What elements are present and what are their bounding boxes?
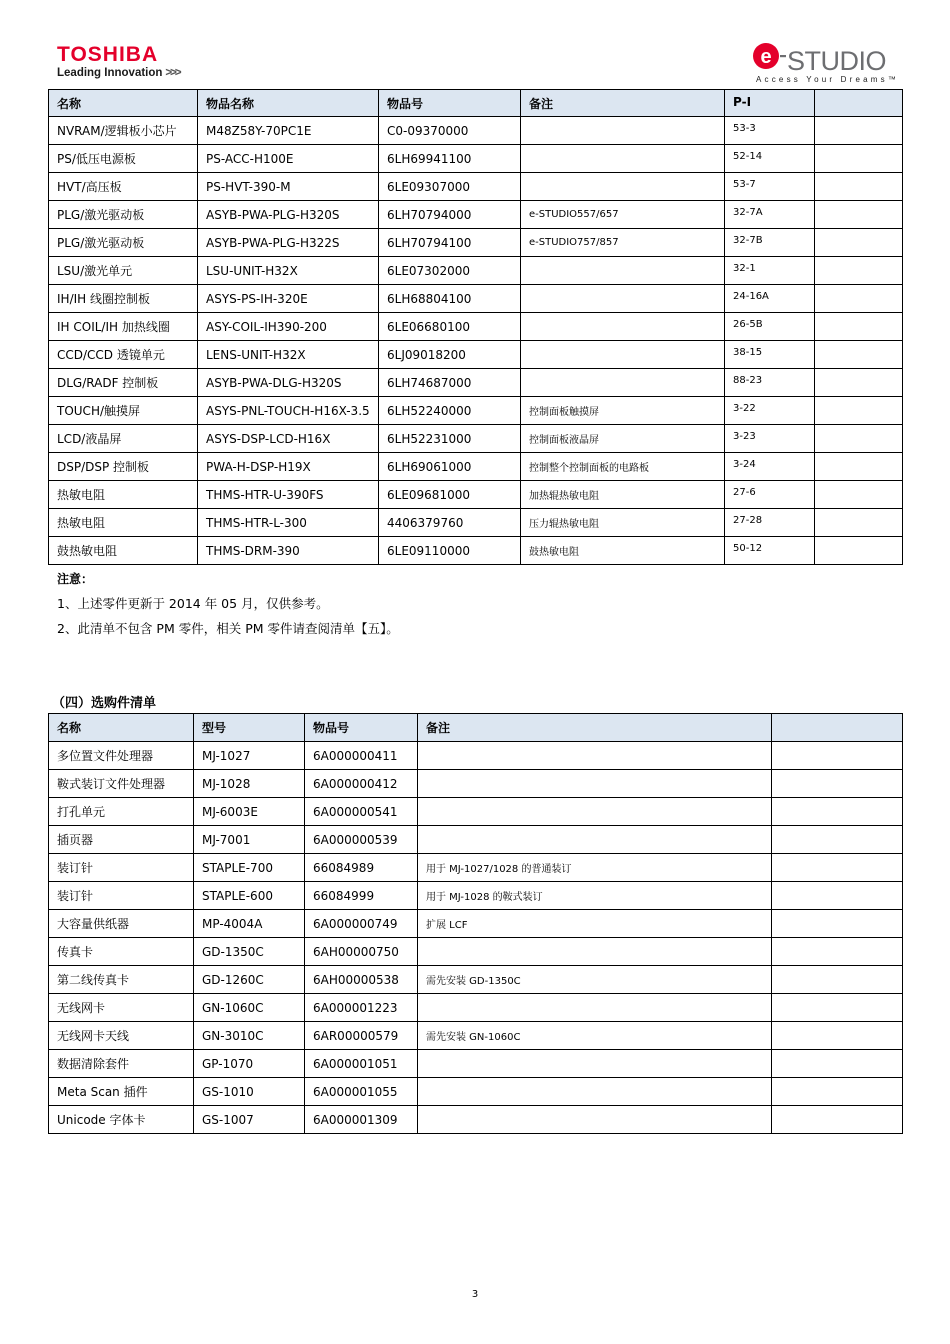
parts-cell: PS-ACC-H100E <box>198 145 379 173</box>
options-cell: GP-1070 <box>194 1050 305 1078</box>
options-cell: MP-4004A <box>194 910 305 938</box>
parts-cell: PWA-H-DSP-H19X <box>198 453 379 481</box>
parts-cell: 6LH74687000 <box>379 369 521 397</box>
options-cell: 6AH00000538 <box>305 966 418 994</box>
parts-row <box>49 481 903 509</box>
options-row <box>49 966 903 994</box>
parts-cell: e-STUDIO557/657 <box>521 201 725 229</box>
options-row <box>49 770 903 798</box>
options-cell: GD-1260C <box>194 966 305 994</box>
options-table <box>48 713 903 1134</box>
parts-cell: 53-7 <box>725 173 815 201</box>
parts-cell <box>815 173 903 201</box>
parts-cell: 3-24 <box>725 453 815 481</box>
options-cell: Meta Scan 插件 <box>49 1078 194 1106</box>
chevrons-icon: >>> <box>165 67 180 79</box>
options-cell: 鞍式装订文件处理器 <box>49 770 194 798</box>
parts-row <box>49 341 903 369</box>
parts-cell: ASY-COIL-IH390-200 <box>198 313 379 341</box>
parts-row <box>49 201 903 229</box>
options-cell: 6A000000411 <box>305 742 418 770</box>
options-row <box>49 1078 903 1106</box>
parts-cell <box>521 285 725 313</box>
options-row <box>49 854 903 882</box>
parts-cell: LENS-UNIT-H32X <box>198 341 379 369</box>
parts-cell: 6LE09307000 <box>379 173 521 201</box>
options-cell <box>418 1050 772 1078</box>
parts-row <box>49 313 903 341</box>
parts-cell: ASYB-PWA-DLG-H320S <box>198 369 379 397</box>
parts-cell <box>815 509 903 537</box>
options-cell: 传真卡 <box>49 938 194 966</box>
parts-cell: 3-23 <box>725 425 815 453</box>
options-header-row <box>49 714 903 742</box>
options-cell: 6AH00000750 <box>305 938 418 966</box>
parts-cell <box>815 341 903 369</box>
parts-cell: PS-HVT-390-M <box>198 173 379 201</box>
parts-cell: HVT/高压板 <box>49 173 198 201</box>
estudio-tagline: Access Your Dreams™ <box>756 75 900 84</box>
parts-cell: 加热辊热敏电阻 <box>521 481 725 509</box>
options-cell: 用于 MJ-1028 的鞍式装订 <box>418 882 772 910</box>
parts-cell: 6LH70794100 <box>379 229 521 257</box>
options-header-cell: 物品号 <box>305 714 418 742</box>
parts-cell: THMS-HTR-U-390FS <box>198 481 379 509</box>
options-cell: 6A000000539 <box>305 826 418 854</box>
options-row <box>49 1022 903 1050</box>
parts-cell <box>815 285 903 313</box>
parts-cell: 3-22 <box>725 397 815 425</box>
options-cell <box>772 1050 903 1078</box>
parts-cell: 32-7A <box>725 201 815 229</box>
parts-cell <box>815 145 903 173</box>
parts-cell: ASYB-PWA-PLG-H320S <box>198 201 379 229</box>
parts-cell: e-STUDIO757/857 <box>521 229 725 257</box>
parts-cell <box>815 425 903 453</box>
parts-cell: PLG/激光驱动板 <box>49 201 198 229</box>
options-cell <box>772 910 903 938</box>
parts-cell: 6LH69061000 <box>379 453 521 481</box>
options-cell <box>418 938 772 966</box>
options-cell <box>418 742 772 770</box>
parts-header-cell <box>815 90 903 117</box>
options-header-cell: 型号 <box>194 714 305 742</box>
parts-cell: M48Z58Y-70PC1E <box>198 117 379 145</box>
options-cell <box>772 1022 903 1050</box>
parts-row <box>49 453 903 481</box>
options-row <box>49 938 903 966</box>
options-cell: 大容量供纸器 <box>49 910 194 938</box>
options-cell: 66084989 <box>305 854 418 882</box>
parts-header-cell: 物品名称 <box>198 90 379 117</box>
options-cell <box>772 938 903 966</box>
parts-cell: 6LH69941100 <box>379 145 521 173</box>
options-cell: GD-1350C <box>194 938 305 966</box>
options-cell <box>418 770 772 798</box>
options-row <box>49 1050 903 1078</box>
parts-cell: C0-09370000 <box>379 117 521 145</box>
options-cell <box>772 994 903 1022</box>
options-cell: 多位置文件处理器 <box>49 742 194 770</box>
parts-row <box>49 229 903 257</box>
parts-cell: 控制面板液晶屏 <box>521 425 725 453</box>
options-cell: MJ-7001 <box>194 826 305 854</box>
options-cell: STAPLE-700 <box>194 854 305 882</box>
parts-row <box>49 509 903 537</box>
options-cell: 需先安装 GN-1060C <box>418 1022 772 1050</box>
parts-cell: 6LJ09018200 <box>379 341 521 369</box>
parts-cell <box>815 369 903 397</box>
options-row <box>49 826 903 854</box>
parts-cell <box>815 117 903 145</box>
parts-cell: 6LE09681000 <box>379 481 521 509</box>
options-cell: 6A000000749 <box>305 910 418 938</box>
parts-cell: LSU-UNIT-H32X <box>198 257 379 285</box>
parts-cell: CCD/CCD 透镜单元 <box>49 341 198 369</box>
parts-header-cell: 物品号 <box>379 90 521 117</box>
options-cell <box>418 1078 772 1106</box>
svg-text:e: e <box>760 46 772 68</box>
parts-cell: 6LE09110000 <box>379 537 521 565</box>
options-cell: MJ-6003E <box>194 798 305 826</box>
parts-cell: PS/低压电源板 <box>49 145 198 173</box>
parts-cell: 26-5B <box>725 313 815 341</box>
options-cell: Unicode 字体卡 <box>49 1106 194 1134</box>
parts-cell <box>521 369 725 397</box>
parts-table <box>48 89 903 565</box>
parts-cell: THMS-HTR-L-300 <box>198 509 379 537</box>
options-cell: 6A000000541 <box>305 798 418 826</box>
parts-cell: 热敏电阻 <box>49 481 198 509</box>
options-cell: MJ-1028 <box>194 770 305 798</box>
options-cell: 第二线传真卡 <box>49 966 194 994</box>
parts-cell: 88-23 <box>725 369 815 397</box>
parts-cell: DLG/RADF 控制板 <box>49 369 198 397</box>
options-cell: 用于 MJ-1027/1028 的普通装订 <box>418 854 772 882</box>
options-header-cell <box>772 714 903 742</box>
options-header-cell: 备注 <box>418 714 772 742</box>
page-number: 3 <box>471 1289 479 1300</box>
parts-cell: ASYB-PWA-PLG-H322S <box>198 229 379 257</box>
parts-cell: 压力辊热敏电阻 <box>521 509 725 537</box>
parts-cell: 鼓热敏电阻 <box>521 537 725 565</box>
parts-cell <box>521 145 725 173</box>
parts-cell <box>815 453 903 481</box>
options-cell: 打孔单元 <box>49 798 194 826</box>
options-cell <box>772 798 903 826</box>
parts-cell: 4406379760 <box>379 509 521 537</box>
parts-cell <box>521 117 725 145</box>
options-cell <box>418 798 772 826</box>
parts-row <box>49 397 903 425</box>
parts-cell <box>815 481 903 509</box>
options-cell <box>772 770 903 798</box>
parts-cell <box>815 257 903 285</box>
options-cell <box>772 742 903 770</box>
parts-cell: PLG/激光驱动板 <box>49 229 198 257</box>
parts-cell: IH/IH 线圈控制板 <box>49 285 198 313</box>
options-row <box>49 798 903 826</box>
parts-header-cell: P-I <box>725 90 815 117</box>
options-cell: GN-3010C <box>194 1022 305 1050</box>
options-cell <box>772 882 903 910</box>
parts-row <box>49 257 903 285</box>
parts-cell <box>815 537 903 565</box>
options-cell <box>772 854 903 882</box>
toshiba-logo: TOSHIBA <box>57 43 159 66</box>
parts-cell: ASYS-DSP-LCD-H16X <box>198 425 379 453</box>
parts-cell <box>521 341 725 369</box>
options-row <box>49 882 903 910</box>
options-cell: 装订针 <box>49 882 194 910</box>
parts-cell: 32-1 <box>725 257 815 285</box>
options-cell: GN-1060C <box>194 994 305 1022</box>
parts-cell <box>815 313 903 341</box>
options-cell <box>418 826 772 854</box>
options-cell <box>772 1078 903 1106</box>
options-cell: 数据清除套件 <box>49 1050 194 1078</box>
parts-cell: 50-12 <box>725 537 815 565</box>
parts-cell: ASYS-PS-IH-320E <box>198 285 379 313</box>
parts-cell: 6LH52231000 <box>379 425 521 453</box>
options-header-cell: 名称 <box>49 714 194 742</box>
parts-cell: LCD/液晶屏 <box>49 425 198 453</box>
options-row <box>49 1106 903 1134</box>
parts-row <box>49 173 903 201</box>
parts-cell: 27-6 <box>725 481 815 509</box>
parts-cell: ASYS-PNL-TOUCH-H16X-3.5 <box>198 397 379 425</box>
parts-header-row <box>49 90 903 117</box>
parts-cell: 控制面板触摸屏 <box>521 397 725 425</box>
parts-cell: 6LH70794000 <box>379 201 521 229</box>
parts-header-cell: 备注 <box>521 90 725 117</box>
parts-cell: TOUCH/触摸屏 <box>49 397 198 425</box>
note-line-2: 2、此清单不包含 PM 零件，相关 PM 零件请查阅清单【五】。 <box>57 621 399 636</box>
options-cell: 需先安装 GD-1350C <box>418 966 772 994</box>
parts-cell <box>815 397 903 425</box>
parts-row <box>49 425 903 453</box>
parts-cell <box>815 201 903 229</box>
options-cell: 6A000001223 <box>305 994 418 1022</box>
options-cell: 66084999 <box>305 882 418 910</box>
note-line-1: 1、上述零件更新于 2014 年 05 月，仅供参考。 <box>57 596 329 611</box>
options-cell <box>418 1106 772 1134</box>
options-cell: 6A000001055 <box>305 1078 418 1106</box>
parts-cell: 控制整个控制面板的电路板 <box>521 453 725 481</box>
parts-cell: 38-15 <box>725 341 815 369</box>
parts-cell: 6LE07302000 <box>379 257 521 285</box>
options-cell: 无线网卡 <box>49 994 194 1022</box>
parts-cell: 鼓热敏电阻 <box>49 537 198 565</box>
options-cell: 扩展 LCF <box>418 910 772 938</box>
options-row <box>49 994 903 1022</box>
parts-cell: 6LH68804100 <box>379 285 521 313</box>
options-cell: 装订针 <box>49 854 194 882</box>
tagline <box>57 68 180 80</box>
options-row <box>49 910 903 938</box>
options-section-title: （四）选购件清单 <box>52 696 157 711</box>
options-cell: 6A000001309 <box>305 1106 418 1134</box>
parts-cell <box>815 229 903 257</box>
parts-cell: 24-16A <box>725 285 815 313</box>
options-cell: GS-1010 <box>194 1078 305 1106</box>
options-cell: 6A000001051 <box>305 1050 418 1078</box>
parts-cell: 27-28 <box>725 509 815 537</box>
options-cell: STAPLE-600 <box>194 882 305 910</box>
parts-cell: 53-3 <box>725 117 815 145</box>
options-cell <box>772 826 903 854</box>
options-cell: MJ-1027 <box>194 742 305 770</box>
parts-cell: IH COIL/IH 加热线圈 <box>49 313 198 341</box>
parts-cell: LSU/激光单元 <box>49 257 198 285</box>
parts-cell: NVRAM/逻辑板小芯片 <box>49 117 198 145</box>
parts-cell: 6LH52240000 <box>379 397 521 425</box>
options-cell: 6A000000412 <box>305 770 418 798</box>
parts-cell: 52-14 <box>725 145 815 173</box>
parts-row <box>49 117 903 145</box>
options-cell: 插页器 <box>49 826 194 854</box>
parts-row <box>49 369 903 397</box>
options-cell: 6AR00000579 <box>305 1022 418 1050</box>
options-cell: 无线网卡天线 <box>49 1022 194 1050</box>
parts-cell: 32-7B <box>725 229 815 257</box>
parts-row <box>49 537 903 565</box>
notes-title: 注意： <box>57 572 94 586</box>
options-cell <box>418 994 772 1022</box>
options-cell <box>772 966 903 994</box>
svg-text:STUDIO: STUDIO <box>787 46 887 76</box>
parts-row <box>49 285 903 313</box>
parts-cell <box>521 257 725 285</box>
parts-cell: 热敏电阻 <box>49 509 198 537</box>
tagline-text: Leading Innovation <box>57 67 163 79</box>
parts-header-cell: 名称 <box>49 90 198 117</box>
options-cell: GS-1007 <box>194 1106 305 1134</box>
parts-cell: 6LE06680100 <box>379 313 521 341</box>
parts-cell <box>521 173 725 201</box>
parts-row <box>49 145 903 173</box>
parts-cell: THMS-DRM-390 <box>198 537 379 565</box>
options-row <box>49 742 903 770</box>
options-cell <box>772 1106 903 1134</box>
parts-cell: DSP/DSP 控制板 <box>49 453 198 481</box>
parts-cell <box>521 313 725 341</box>
